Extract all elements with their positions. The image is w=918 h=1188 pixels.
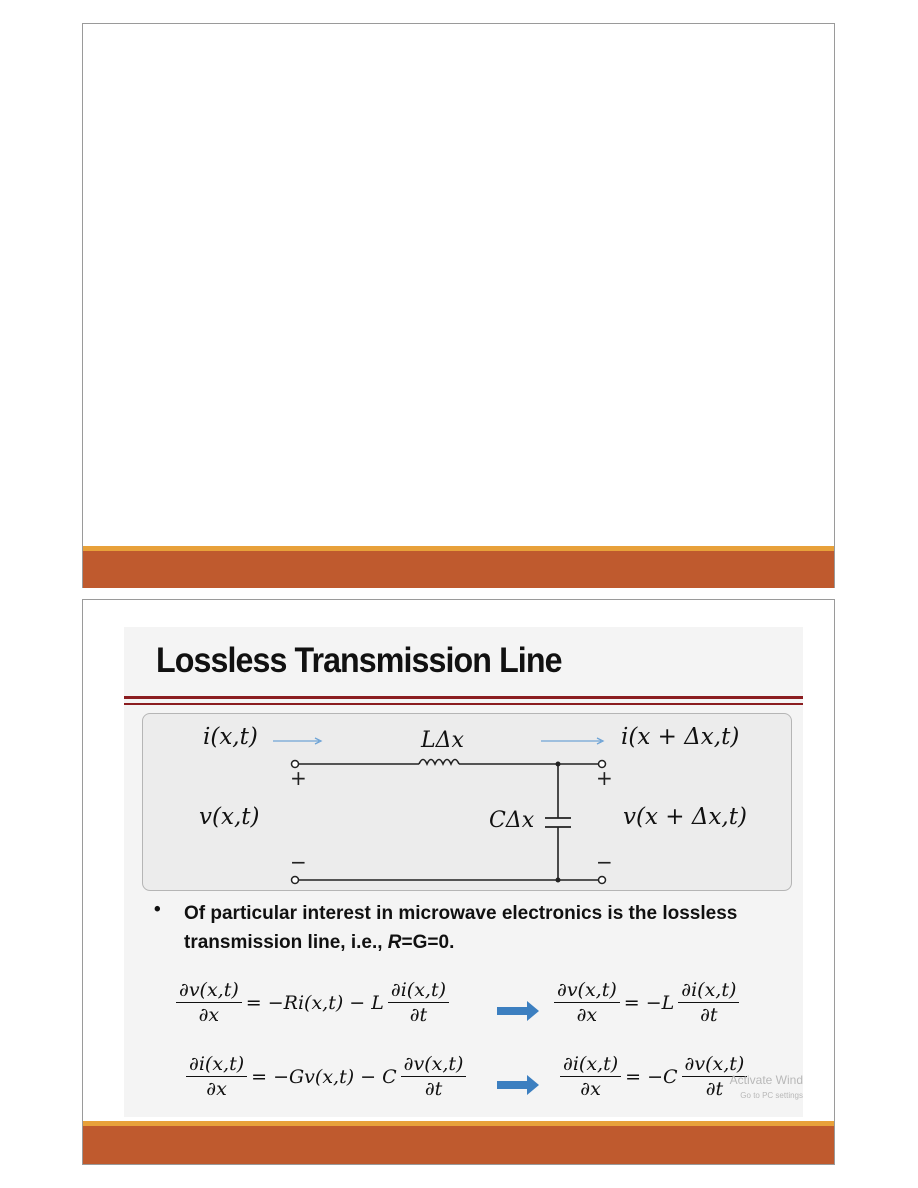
slide-footer-band (83, 551, 834, 588)
bullet-line-1: Of particular interest in microwave electronics is the lossless (184, 903, 738, 924)
eq2-mid: = −Gv(x,t) − C (251, 1065, 397, 1088)
bullet-text (184, 899, 794, 957)
title-rule-top (124, 696, 803, 699)
eq1-right-mid: = −L (623, 991, 675, 1014)
slide-2 (82, 599, 835, 1165)
equation-2-left (186, 1053, 466, 1100)
eq1-right-fraction-2: $\frac{\partial i(x,t)}{\partial t}$ (678, 979, 739, 1026)
bullet-marker: • (154, 899, 161, 920)
plus-right: + (596, 766, 613, 790)
eq2-right-fraction: $\frac{\partial i(x,t)}{\partial x}$ (560, 1053, 621, 1100)
eq2-right-fraction-2: $\frac{\partial v(x,t)}{\partial t}$ (682, 1053, 748, 1100)
inductor-coil (419, 760, 459, 765)
equation-2-right (560, 1053, 747, 1100)
circuit-diagram (142, 713, 792, 891)
label-inductor: LΔx (421, 728, 464, 753)
label-v-out: v(x + Δx,t) (623, 804, 747, 830)
implies-arrow-2 (497, 1075, 541, 1095)
terminal-bottom-left (292, 877, 299, 884)
eq2-left-fraction: $\frac{\partial i(x,t)}{\partial x}$ (186, 1053, 247, 1100)
eq1-left-fraction: $\frac{\partial v(x,t)}{\partial x}$ (176, 979, 242, 1026)
bullet-line-2c: =G=0. (401, 932, 455, 953)
label-capacitor: CΔx (489, 808, 535, 833)
bullet-line-2a: transmission line, i.e., (184, 932, 388, 953)
slide-content-image (124, 627, 803, 1117)
eq2-mid-fraction: $\frac{\partial v(x,t)}{\partial t}$ (401, 1053, 467, 1100)
slide-1 (82, 23, 835, 588)
equation-1-right (554, 979, 739, 1026)
slide-footer-band (83, 1126, 834, 1164)
bullet-line-2b: R (387, 932, 402, 953)
label-v-in: v(x,t) (199, 804, 260, 830)
activate-windows-watermark: Activate Wind (729, 1073, 803, 1087)
slide-title: Lossless Transmission Line (156, 641, 562, 680)
minus-left: − (290, 850, 307, 874)
plus-left: + (290, 766, 307, 790)
equation-1-left (176, 979, 449, 1026)
eq1-mid: = −Ri(x,t) − L (245, 991, 384, 1014)
node-bottom (556, 878, 561, 883)
eq2-right-mid: = −C (625, 1065, 678, 1088)
title-rule-bottom (124, 703, 803, 705)
eq1-mid-fraction: $\frac{\partial i(x,t)}{\partial t}$ (388, 979, 449, 1026)
minus-right: − (596, 850, 613, 874)
terminal-bottom-right (599, 877, 606, 884)
activate-windows-watermark-sub: Go to PC settings (740, 1091, 803, 1100)
eq1-right-fraction: $\frac{\partial v(x,t)}{\partial x}$ (554, 979, 620, 1026)
label-i-in: i(x,t) (203, 724, 258, 750)
label-i-out: i(x + Δx,t) (621, 724, 740, 750)
implies-arrow-1 (497, 1001, 541, 1021)
